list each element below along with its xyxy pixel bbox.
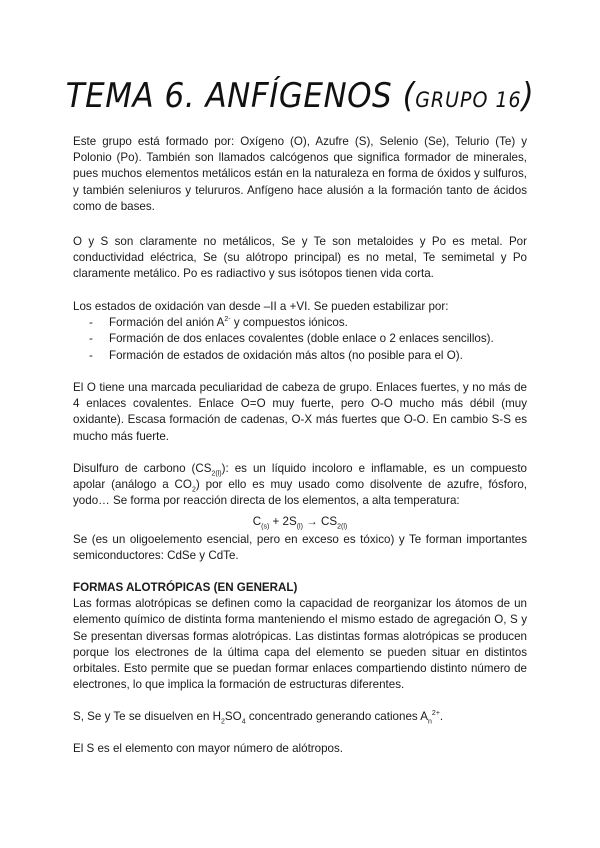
paragraph-oxygen [73,380,527,445]
reaction-equation: $C_{(s)} + 2S_{(l)} \to CS_{2(l)}$ [252,514,348,530]
paragraph-text: El S es el elemento con mayor número de alótropos. [73,742,344,755]
oxidation-list [73,315,527,364]
paragraph-text: S, Se y Te se disuelven en $H_2SO_4$ concentrado generando cationes $A_n^{2+}$. [73,710,444,726]
paragraph-text: Las formas alotrópicas se definen como la capacidad de reorganizar los átomos de un elemento químico de distinta forma manteniendo el mismo estado de agregación O, S y Se presentan diversas formas alotrópicas. Las distintas formas alotrópicas se producen porque los electrones de la última capa del elemento se pueden situar en distintos orbitales. Esto permite que se puedan formar enlaces compartiendo distinto número de electrones, lo que implica la formación de estructuras diferentes. [73,597,527,692]
section-allotropes [73,580,527,693]
paragraph-text: Se (es un oligoelemento esencial, pero en exceso es tóxico) y Te forman importantes semiconductores: CdSe y CdTe. [73,532,527,563]
paragraph-text: Los estados de oxidación van desde –II a +VI. Se pueden estabilizar por: [73,300,449,313]
paragraph-text: Disulfuro de carbono $(CS_{2(l)})$: es un líquido incoloro e inflamable, es un compuesto apolar (análogo a $CO_2$) por ello es muy usado como disolvente de azufre, fósforo, yodo… Se forma por reacción directa de los elementos, a alta temperatura: [73,462,528,508]
section-heading: FORMAS ALOTRÓPICAS (EN GENERAL) [73,581,298,594]
paragraph-text: El O tiene una marcada peculiaridad de cabeza de grupo. Enlaces fuertes, y no más de 4 enlaces covalentes. Enlace O=O muy fuerte, pero O-O mucho más débil (muy oxidante). Escasa formación de cadenas, O-X más fuertes que O-O. En cambio S-S es mucho más fuerte. [73,381,527,443]
list-item: - Formación de estados de oxidación más altos (no posible para el O). [73,348,527,364]
paragraph-intro [73,134,527,215]
paragraph-dissolve [73,709,527,725]
list-item: - Formación del anión $A^{2-}$ y compuestos iónicos. [73,315,527,331]
title-sub: GRUPO 16 [415,88,522,113]
page-title [0,76,600,116]
title-main: TEMA 6. ANFÍGENOS ( [65,76,416,116]
title-close: ) [521,76,535,116]
paragraph-text: Este grupo está formado por: Oxígeno (O), Azufre (S), Selenio (Se), Telurio (Te) y Polonio (Po). También son llamados calcógenos que significa formador de minerales, pues muchos elementos metálicos están en la naturaleza en forma de óxidos y sulfuros, y también seleniuros y telururos. Anfígeno hace alusión a la formación tanto de ácidos como de bases. [73,135,527,213]
paragraph-oxidation [73,299,527,364]
paragraph-cs2 [73,461,527,564]
paragraph-text: O y S son claramente no metálicos, Se y Te son metaloides y Po es metal. Por conductividad eléctrica, Se (su alótropo principal) es no metal, Te semimetal y Po claramente metálico. Po es radiactivo y sus isótopos tienen vida corta. [73,235,527,281]
paragraph-sulfur [73,741,527,757]
paragraph-metallic [73,234,527,283]
list-item: - Formación de dos enlaces covalentes (doble enlace o 2 enlaces sencillos). [73,331,527,347]
